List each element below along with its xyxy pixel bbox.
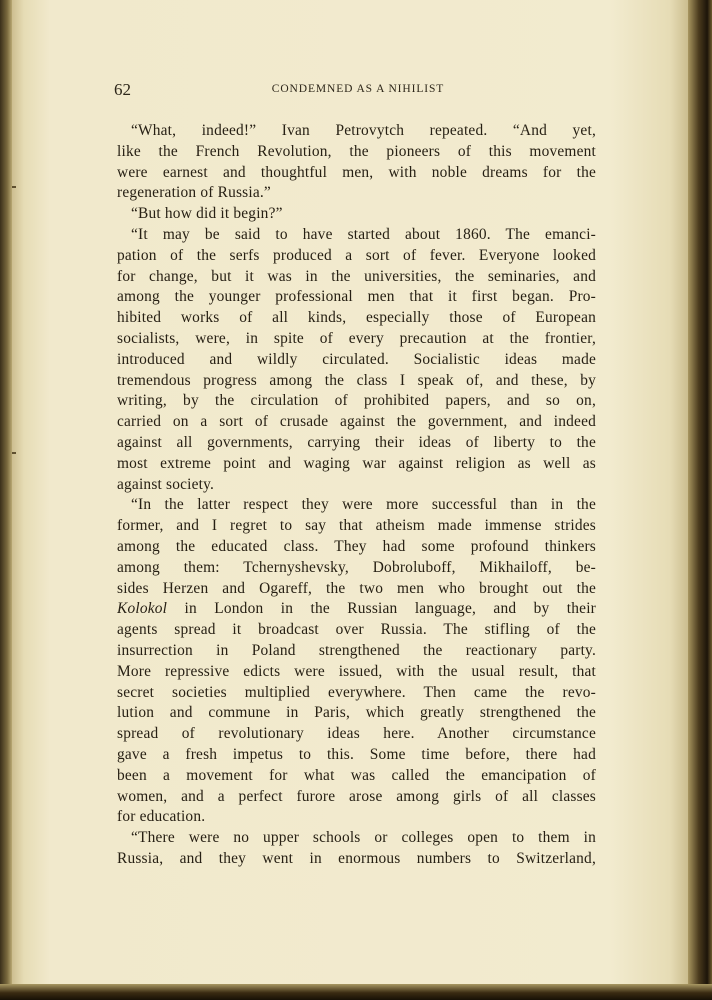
text-line: hibited works of all kinds, especially those of European bbox=[117, 309, 596, 327]
text-line: More repressive edicts were issued, with the usual result, that bbox=[117, 662, 596, 680]
text-line: writing, by the circulation of prohibited papers, and so on, bbox=[117, 392, 596, 410]
text-line: sides Herzen and Ogareff, the two men who brought out the bbox=[117, 579, 596, 597]
text-line: “What, indeed!” Ivan Petrovytch repeated. “And yet, bbox=[131, 122, 596, 139]
text-line: against society. bbox=[117, 475, 215, 493]
italic-title: Kolokol bbox=[117, 600, 168, 618]
text-line: were earnest and thoughtful men, with noble dreams for the bbox=[117, 163, 596, 181]
text-fragment: in London in the Russian language, and by their bbox=[167, 600, 596, 618]
text-line: against all governments, carrying their ideas of liberty to the bbox=[117, 433, 596, 451]
book-fore-edge-right bbox=[688, 0, 712, 1000]
text-line: “In the latter respect they were more successful than in the bbox=[131, 496, 596, 514]
text-line: “But how did it begin?” bbox=[131, 205, 283, 223]
text-line: gave a fresh impetus to this. Some time before, there had bbox=[117, 745, 596, 763]
body-text bbox=[117, 121, 596, 870]
book-bottom-edge bbox=[0, 984, 712, 1000]
text-line: secret societies multiplied everywhere. Then came the revo- bbox=[117, 683, 596, 701]
text-line: lution and commune in Paris, which greatly strengthened the bbox=[117, 704, 596, 722]
text-line: insurrection in Poland strengthened the reactionary party. bbox=[117, 641, 596, 659]
page-header bbox=[114, 80, 602, 100]
text-line: Russia, and they went in enormous numbers to Switzerland, bbox=[117, 849, 596, 867]
text-line: women, and a perfect furore arose among girls of all classes bbox=[117, 787, 596, 805]
text-line: among the educated class. They had some profound thinkers bbox=[117, 537, 596, 555]
text-line: agents spread it broadcast over Russia. The stifling of the bbox=[117, 621, 596, 639]
text-line: for education. bbox=[117, 808, 206, 826]
text-line: among the younger professional men that it first began. Pro- bbox=[117, 288, 596, 306]
text-line: for change, but it was in the universities, the seminaries, and bbox=[117, 267, 596, 285]
text-line: carried on a sort of crusade against the government, and indeed bbox=[117, 413, 596, 431]
text-line: former, and I regret to say that atheism made immense strides bbox=[117, 517, 596, 535]
running-head: CONDEMNED AS A NIHILIST bbox=[271, 83, 445, 95]
text-line: “It may be said to have started about 1860. The emanci- bbox=[131, 225, 596, 243]
text-line bbox=[117, 599, 596, 620]
book-spine-left bbox=[0, 0, 12, 1000]
text-line: like the French Revolution, the pioneers of this movement bbox=[117, 142, 596, 160]
text-line: spread of revolutionary ideas here. Another circumstance bbox=[117, 725, 596, 743]
text-line: “There were no upper schools or colleges open to them in bbox=[131, 829, 596, 847]
text-line: socialists, were, in spite of every precaution at the frontier, bbox=[117, 329, 596, 347]
page-number: 62 bbox=[114, 80, 131, 99]
text-line: introduced and wildly circulated. Socialistic ideas made bbox=[117, 350, 596, 368]
text-line: most extreme point and waging war against religion as well as bbox=[117, 454, 596, 472]
text-line: pation of the serfs produced a sort of fever. Everyone looked bbox=[117, 246, 596, 264]
text-line: regeneration of Russia.” bbox=[117, 184, 271, 202]
text-line: tremendous progress among the class I speak of, and these, by bbox=[117, 371, 596, 389]
text-line: among them: Tchernyshevsky, Dobroluboff, Mikhailoff, be- bbox=[117, 558, 596, 576]
text-line: been a movement for what was called the emancipation of bbox=[117, 766, 596, 784]
